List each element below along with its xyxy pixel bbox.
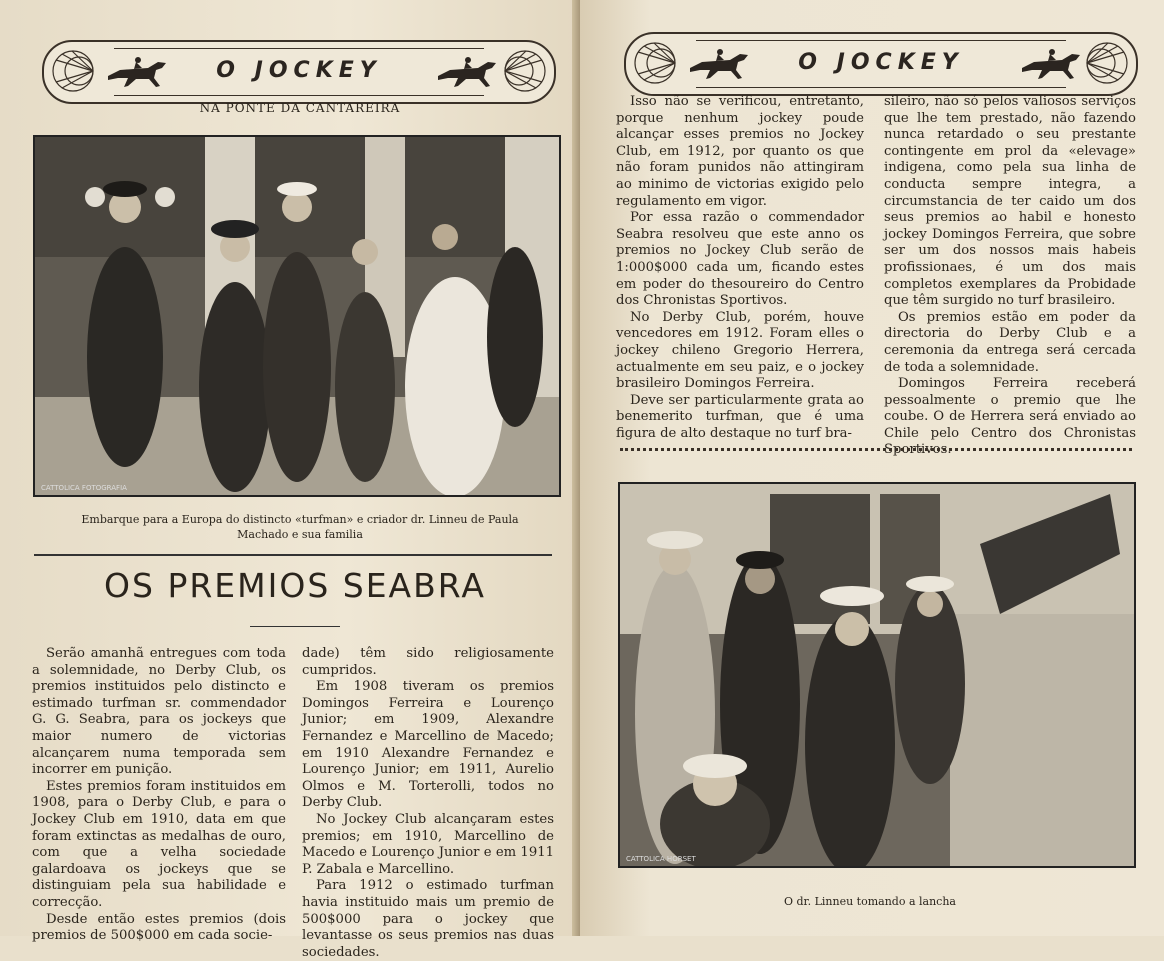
section-rule (34, 554, 552, 556)
paragraph: No Jockey Club alcançaram estes premios; em 1910, Marcellino de Macedo e Lourenço Junior e em 1911 P. Zabala e Marcellino. (302, 811, 554, 877)
article-column-2 (302, 646, 554, 961)
photo-caption: O dr. Linneu tomando a lancha (784, 895, 956, 908)
left-page (0, 0, 578, 960)
masthead-left (42, 40, 556, 104)
paragraph: Desde então estes premios (dois premios de 500$000 em cada socie- (32, 911, 286, 944)
article-continued-column-2 (884, 94, 1136, 459)
launch-photo-image (620, 484, 1134, 866)
photo-caption: Embarque para a Europa do distincto «turfman» e criador dr. Linneu de Paula Machado e sua familia (81, 513, 519, 541)
dotted-separator (620, 448, 1132, 451)
article-continued-column-1 (616, 94, 864, 442)
embarkation-photo-image (35, 137, 559, 495)
paragraph: Isso não se verificou, entretanto, porque nenhum jockey poude alcançar esses premios no Jockey Club, em 1912, por quanto os que não foram punidos não attingiram ao minimo de victorias exigido pelo regulamento em vigor. (616, 94, 864, 209)
article-column-1 (32, 646, 286, 945)
paragraph: sileiro, não só pelos valiosos serviços que lhe tem prestado, não fazendo nunca retardado o seu prestante contingente em prol da «elevage» indigena, como pela sua linha de conducta sempre integra, a circumstancia de ter caido um dos seus premios ao habil e honesto jockey Domingos Ferreira, que sobre ser um dos nossos mais habeis profissionaes, é um dos mais completos exemplares da Probidade que têm surgido no turf brasileiro. (884, 94, 1136, 309)
paragraph: Domingos Ferreira receberá pessoalmente o premio que lhe coube. O de Herrera será enviado ao Chile pelo Centro dos Chronistas Sportivos. (884, 376, 1136, 458)
paragraph: Os premios estão em poder da directoria do Derby Club e a ceremonia da entrega será cercada de toda a solemnidade. (884, 309, 1136, 375)
paragraph: Por essa razão o commendador Seabra resolveu que este anno os premios no Jockey Club serão de 1:000$000 cada um, ficando estes em poder do thesoureiro do Centro dos Chronistas Sportivos. (616, 210, 864, 309)
right-page (580, 0, 1164, 936)
paragraph: Para 1912 o estimado turfman havia instituido mais um premio de 500$000 para o jockey que levantasse os seus premios nas duas sociedades. (302, 878, 554, 960)
paragraph: Em 1908 tiveram os premios Domingos Ferreira e Lourenço Junior; em 1909, Alexandre Fernandez e Marcellino de Macedo; em 1910 Alexandre Fernandez e Lourenço Junior; em 1911, Aurelio Olmos e M. Torterolli, todos no Derby Club. (302, 679, 554, 811)
photo-credit: CATTOLICA HORSET (626, 855, 696, 863)
photo-kicker: NA PONTE DA CANTAREIRA (199, 101, 401, 115)
masthead-right (624, 32, 1138, 96)
paragraph: Estes premios foram instituidos em 1908, para o Derby Club, e para o Jockey Club em 1910, data em que foram extinctas as medalhas de ouro, com que a velha sociedade galardoava os jockeys que se distinguiam pela sua habilidade e correcção. (32, 778, 286, 910)
paragraph: dade) têm sido religiosamente cumpridos. (302, 646, 554, 678)
paragraph: Serão amanhã entregues com toda a solemnidade, no Derby Club, os premios instituidos pelo distincto e estimado turfman sr. commendador G. G. Seabra, para os jockeys que maior numero de victorias alcançarem numa temporada sem incorrer em punição. (32, 646, 286, 778)
masthead-title: O JOCKEY (216, 58, 382, 83)
launch-photo (618, 482, 1136, 868)
masthead-title: O JOCKEY (798, 50, 964, 75)
article-headline: OS PREMIOS SEABRA (104, 566, 486, 605)
paragraph: Deve ser particularmente grata ao benemerito turfman, que é uma figura de alto destaque no turf bra- (616, 392, 864, 441)
photo-credit: CATTOLICA FOTOGRAFIA (41, 484, 127, 492)
embarkation-photo (33, 135, 561, 497)
headline-underline (250, 626, 340, 627)
paragraph: No Derby Club, porém, houve vencedores em 1912. Foram elles o jockey chileno Gregorio Herrera, actualmente em seu paiz, e o jockey brasileiro Domingos Ferreira. (616, 309, 864, 392)
